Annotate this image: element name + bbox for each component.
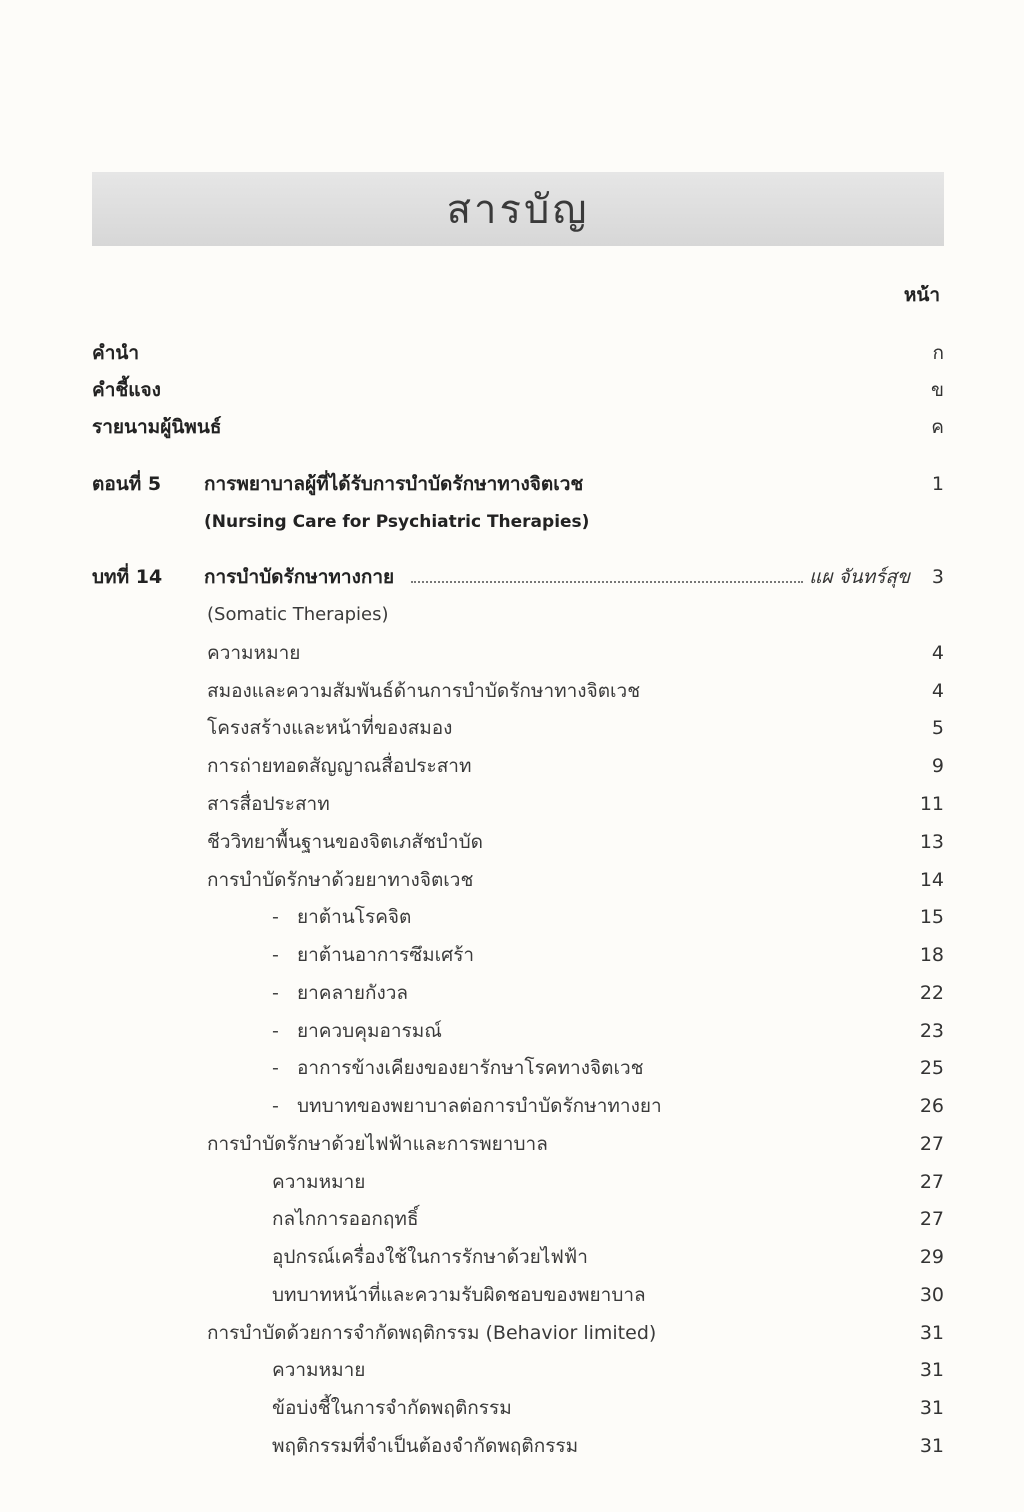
dash-bullet: - xyxy=(272,906,279,928)
part-label: ตอนที่ 5 xyxy=(92,473,162,495)
entry-text: การบำบัดด้วยการจำกัดพฤติกรรม (Behavior limited) xyxy=(207,1322,657,1344)
entry-text: อาการข้างเคียงของยารักษาโรคทางจิตเวช xyxy=(297,1057,644,1079)
part-title: การพยาบาลผู้ที่ได้รับการบำบัดรักษาทางจิตเวช xyxy=(204,473,584,495)
page-title: สารบัญ xyxy=(446,187,590,233)
toc-entry xyxy=(92,714,944,742)
entry-page: 31 xyxy=(919,1435,944,1457)
entry-page: 22 xyxy=(919,982,944,1004)
toc-row-label: คำชี้แจง xyxy=(92,379,161,401)
entry-text: ยาคลายกังวล xyxy=(297,982,409,1004)
entry-page: 15 xyxy=(919,906,944,928)
entry-text: ความหมาย xyxy=(272,1359,366,1381)
entry-text: บทบาทหน้าที่และความรับผิดชอบของพยาบาล xyxy=(272,1284,646,1306)
entry-text: โครงสร้างและหน้าที่ของสมอง xyxy=(207,717,453,739)
chapter-label: บทที่ 14 xyxy=(92,566,163,588)
toc-subentry xyxy=(92,941,944,969)
toc-subentry xyxy=(92,1168,944,1196)
chapter-author: แผ จันทร์สุข xyxy=(809,566,910,588)
dash-bullet: - xyxy=(272,1057,279,1079)
chapter-page: 3 xyxy=(931,566,944,588)
page-column-header: หน้า xyxy=(903,284,940,306)
entry-text: สมองและความสัมพันธ์ด้านการบำบัดรักษาทางจิตเวช xyxy=(207,680,641,702)
entry-page: 18 xyxy=(919,944,944,966)
entry-page: 27 xyxy=(919,1171,944,1193)
entry-page: 23 xyxy=(919,1020,944,1042)
entry-page: 31 xyxy=(919,1322,944,1344)
entry-page: 25 xyxy=(919,1057,944,1079)
entry-text: กลไกการออกฤทธิ์ xyxy=(272,1208,419,1230)
toc-chapter-row xyxy=(92,563,944,591)
entry-page: 31 xyxy=(919,1397,944,1419)
entry-text: ชีววิทยาพื้นฐานของจิตเภสัชบำบัด xyxy=(207,831,484,853)
entry-text: ความหมาย xyxy=(207,642,301,664)
toc-subentry xyxy=(92,1054,944,1082)
toc-part-subtitle-row xyxy=(92,508,944,536)
toc-subentry xyxy=(92,1394,944,1422)
entry-page: 29 xyxy=(919,1246,944,1268)
toc-part-row xyxy=(92,470,944,498)
entry-text: ยาควบคุมอารมณ์ xyxy=(297,1020,442,1042)
entry-text: ข้อบ่งชี้ในการจำกัดพฤติกรรม xyxy=(272,1397,512,1419)
toc-subentry xyxy=(92,1356,944,1384)
chapter-leader xyxy=(407,563,910,591)
toc-row-page: ค xyxy=(931,416,944,438)
toc-subentry xyxy=(92,1205,944,1233)
entry-page: 4 xyxy=(931,642,944,664)
entry-page: 27 xyxy=(919,1208,944,1230)
toc-entry xyxy=(92,866,944,894)
dash-bullet: - xyxy=(272,1095,279,1117)
entry-page: 26 xyxy=(919,1095,944,1117)
toc-entry xyxy=(92,752,944,780)
toc-entry xyxy=(92,677,944,705)
toc-entry xyxy=(92,1130,944,1158)
toc-chapter-subtitle-row xyxy=(92,601,944,629)
entry-text: การถ่ายทอดสัญญาณสื่อประสาท xyxy=(207,755,472,777)
entry-page: 5 xyxy=(931,717,944,739)
toc-entry xyxy=(92,828,944,856)
chapter-title: การบำบัดรักษาทางกาย xyxy=(204,566,395,588)
dash-bullet: - xyxy=(272,982,279,1004)
entry-page: 30 xyxy=(919,1284,944,1306)
toc-subentry xyxy=(92,1243,944,1271)
dot-leader xyxy=(411,581,803,583)
entry-text: อุปกรณ์เครื่องใช้ในการรักษาด้วยไฟฟ้า xyxy=(272,1246,588,1268)
toc-row-page: ก xyxy=(932,342,944,364)
entry-text: สารสื่อประสาท xyxy=(207,793,330,815)
toc-subentry xyxy=(92,1281,944,1309)
part-subtitle: (Nursing Care for Psychiatric Therapies) xyxy=(204,512,590,532)
part-page: 1 xyxy=(931,473,944,495)
dash-bullet: - xyxy=(272,944,279,966)
toc-row-label: คำนำ xyxy=(92,342,140,364)
toc-subentry xyxy=(92,903,944,931)
entry-text: การบำบัดรักษาด้วยไฟฟ้าและการพยาบาล xyxy=(207,1133,548,1155)
chapter-subtitle: (Somatic Therapies) xyxy=(207,604,389,625)
entry-page: 4 xyxy=(931,680,944,702)
entry-text: ความหมาย xyxy=(272,1171,366,1193)
toc-row-foreword xyxy=(92,339,944,367)
entry-text: ยาต้านอาการซึมเศร้า xyxy=(297,944,475,966)
entry-text: การบำบัดรักษาด้วยยาทางจิตเวช xyxy=(207,869,474,891)
toc-row-page: ข xyxy=(931,379,944,401)
toc-entry xyxy=(92,790,944,818)
entry-page: 14 xyxy=(919,869,944,891)
dash-bullet: - xyxy=(272,1020,279,1042)
toc-subentry xyxy=(92,1432,944,1460)
entry-page: 9 xyxy=(931,755,944,777)
entry-text: ยาต้านโรคจิต xyxy=(297,906,412,928)
toc-entry xyxy=(92,1319,944,1347)
toc-subentry xyxy=(92,1092,944,1120)
entry-page: 27 xyxy=(919,1133,944,1155)
entry-page: 11 xyxy=(919,793,944,815)
toc-entry xyxy=(92,639,944,667)
entry-page: 13 xyxy=(919,831,944,853)
entry-page: 31 xyxy=(919,1359,944,1381)
toc-subentry xyxy=(92,979,944,1007)
entry-text: พฤติกรรมที่จำเป็นต้องจำกัดพฤติกรรม xyxy=(272,1435,579,1457)
toc-title-band xyxy=(92,172,944,246)
toc-row-explanation xyxy=(92,376,944,404)
toc-row-label: รายนามผู้นิพนธ์ xyxy=(92,416,222,438)
toc-row-contributors xyxy=(92,413,944,441)
toc-subentry xyxy=(92,1017,944,1045)
entry-text: บทบาทของพยาบาลต่อการบำบัดรักษาทางยา xyxy=(297,1095,662,1117)
